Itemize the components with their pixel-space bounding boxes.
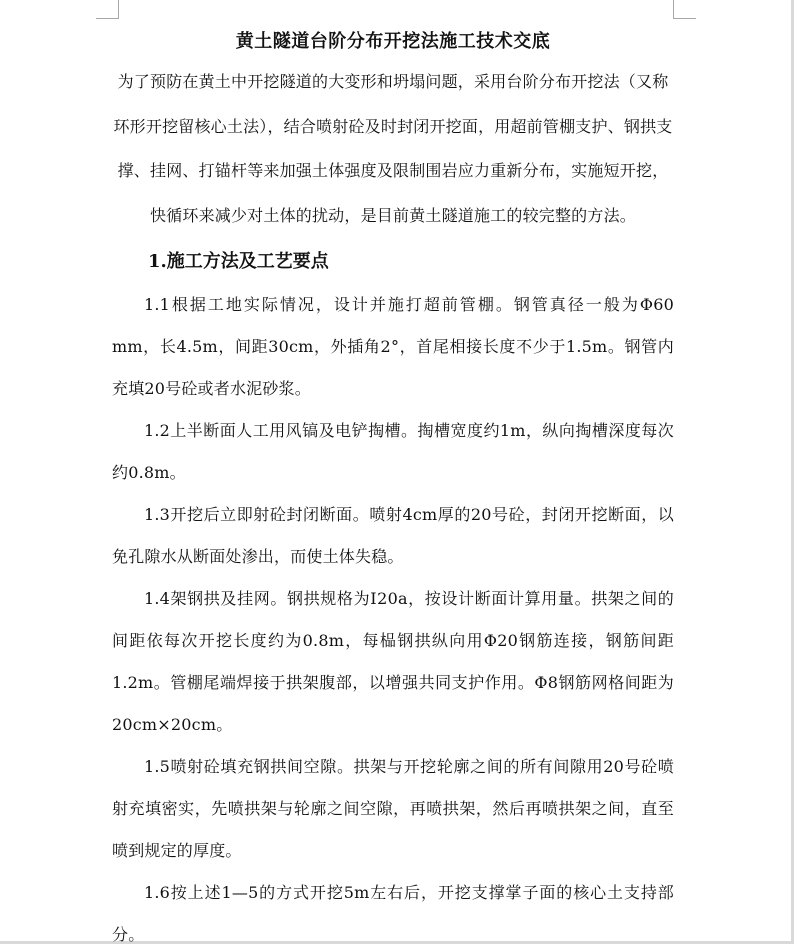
section-heading: 1.施工方法及工艺要点 bbox=[148, 251, 329, 272]
item-paragraph-1-1: 1.1根据工地实际情况，设计并施打超前管棚。钢管真径一般为Φ60 mm，长4.5m，间距30cm，外插角2°，首尾相接长度不少于1.5m。钢管内充填20号砼或者水泥砂浆。 bbox=[112, 295, 674, 398]
page-corner-mark-top-right bbox=[673, 0, 696, 19]
item-paragraph-1-3: 1.3开挖后立即射砼封闭断面。喷射4cm厚的20号砼，封闭开挖断面，以免孔隙水从断面处渗出，而使土体失稳。 bbox=[112, 505, 674, 566]
item-paragraph-1-5: 1.5喷射砼填充钢拱间空隙。拱架与开挖轮廓之间的所有间隙用20号砼喷射充填密实，先喷拱架与轮廓之间空隙，再喷拱架，然后再喷拱架之间，直至喷到规定的厚度。 bbox=[112, 757, 674, 860]
item-paragraph-1-4: 1.4架钢拱及挂网。钢拱规格为Ⅰ20a，按设计断面计算用量。拱架之间的间距依每次开挖长度约为0.8m，每榀钢拱纵向用Φ20钢筋连接，钢筋间距1.2m。管棚尾端焊接于拱架腹部，以增强共同支护作用。Φ8钢筋网格间距为20cm×20cm。 bbox=[112, 589, 674, 734]
item-paragraph-1-6: 1.6按上述1—5的方式开挖5m左右后，开挖支撑掌子面的核心土支持部分。 bbox=[112, 883, 674, 944]
document-title: 黄土隧道台阶分布开挖法施工技术交底 bbox=[235, 31, 551, 52]
page-corner-mark-top-left bbox=[96, 0, 119, 19]
item-paragraph-1-2: 1.2上半断面人工用风镐及电铲掏槽。掏槽宽度约1m，纵向掏槽深度每次约0.8m。 bbox=[112, 421, 674, 482]
intro-paragraph: 为了预防在黄土中开挖隧道的大变形和坍塌问题，采用台阶分布开挖法（又称环形开挖留核心土法），结合喷射砼及时封闭开挖面，用超前管棚支护、钢拱支撑、挂网、打锚杆等来加强土体强度及限制围岩应力重新分布，实施短开挖，快循环来减少对土体的扰动，是目前黄土隧道施工的较完整的方法。 bbox=[113, 72, 673, 225]
document-body bbox=[112, 24, 674, 944]
